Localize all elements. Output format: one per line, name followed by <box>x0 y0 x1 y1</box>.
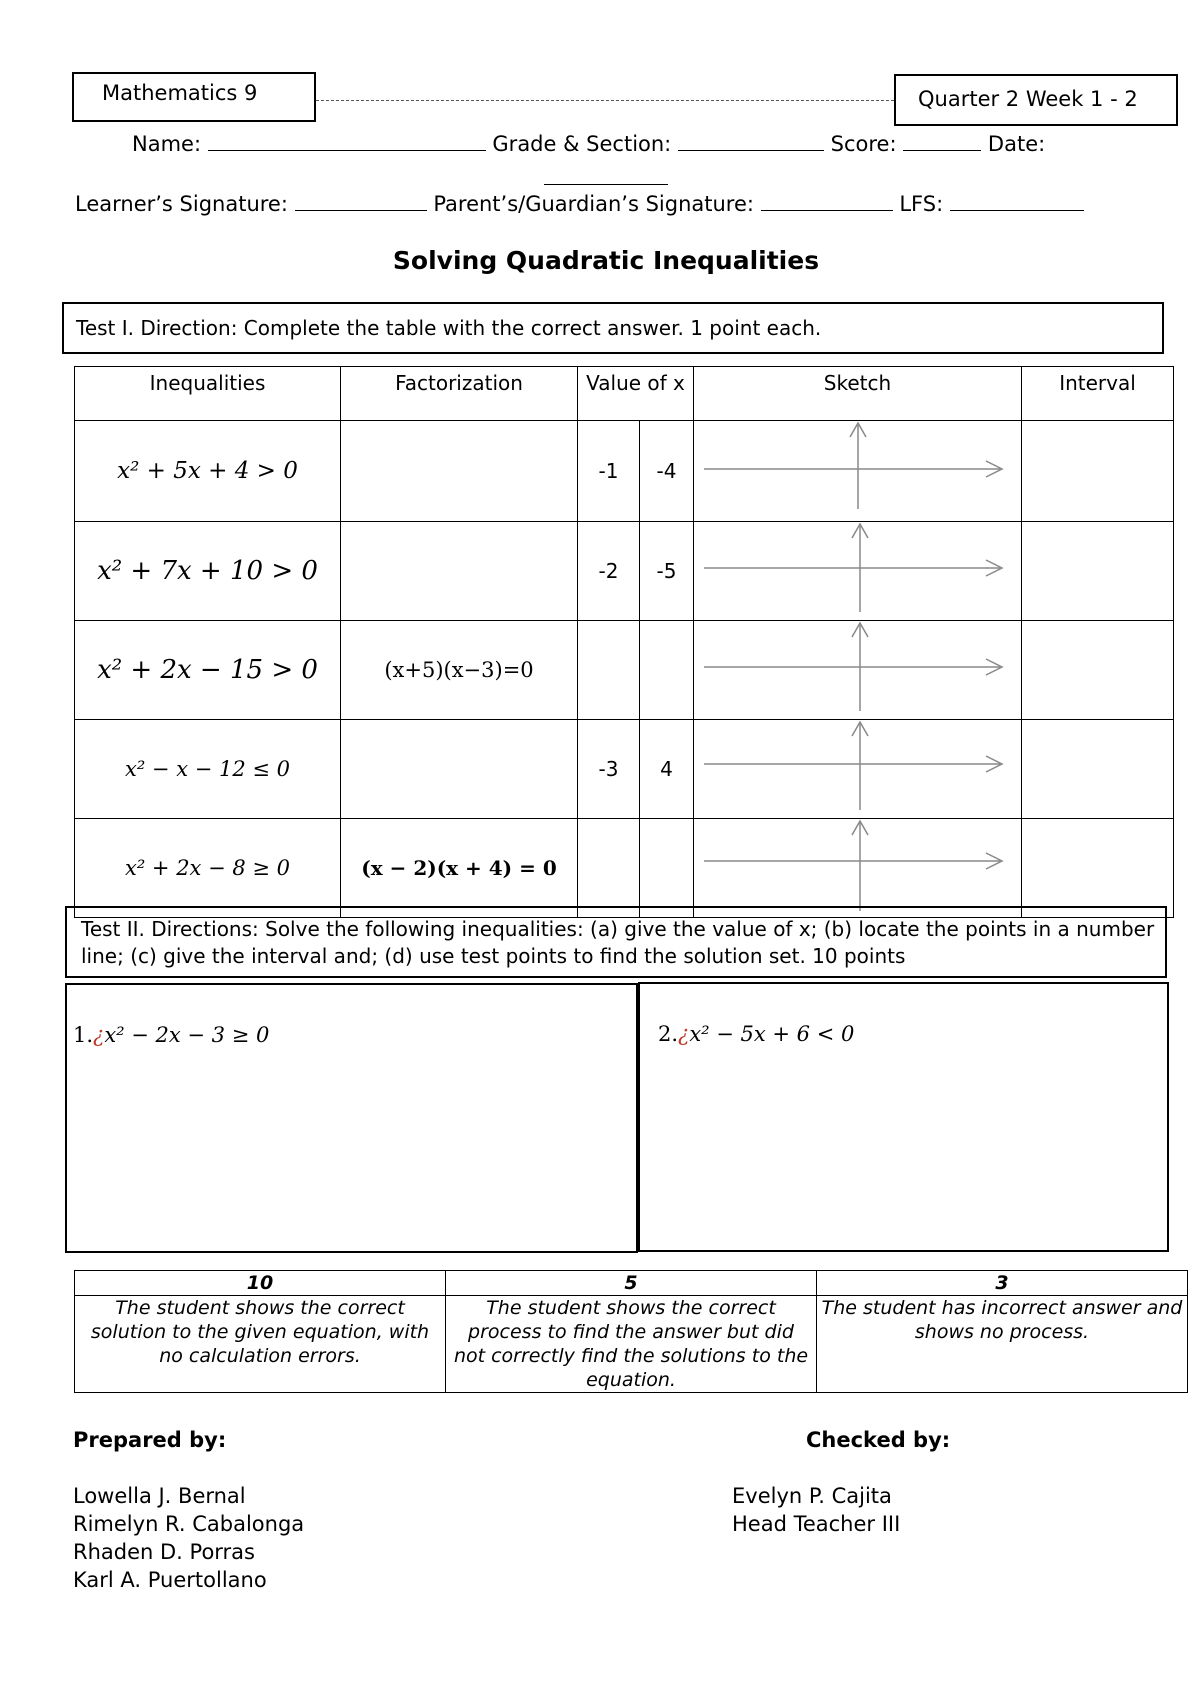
test1-direction: Test I. Direction: Complete the table with the correct answer. 1 point each. <box>76 316 822 340</box>
name-label: Name: <box>132 132 202 156</box>
factorization-cell[interactable] <box>341 522 578 621</box>
checked-name: Evelyn P. Cajita <box>732 1484 892 1508</box>
problem1 <box>67 985 636 1047</box>
header-value-of-x: Value of x <box>578 367 694 421</box>
lfs-field[interactable] <box>950 210 1084 211</box>
test2-direction: Test II. Directions: Solve the following inequalities: (a) give the value of x; (b) locate the points in a number line; (c) give the interval and; (d) use test points to find the solution set. 10 points <box>81 917 1155 968</box>
interval-cell[interactable] <box>1022 621 1174 720</box>
sketch-cell[interactable] <box>694 421 1022 522</box>
subject-label: Mathematics 9 <box>102 81 258 105</box>
rubric-header-3: 3 <box>817 1271 1188 1296</box>
factorization-cell[interactable] <box>341 720 578 819</box>
rubric-header-10: 10 <box>75 1271 446 1296</box>
problem1-number: 1. <box>73 1023 94 1047</box>
x1-cell: -2 <box>578 522 640 621</box>
sketch-cell[interactable] <box>694 819 1022 918</box>
name-field[interactable] <box>208 150 486 151</box>
table-row <box>75 522 1174 621</box>
x2-cell: 4 <box>640 720 694 819</box>
sketch-cell[interactable] <box>694 522 1022 621</box>
test1-table <box>74 366 1174 918</box>
parent-sig-field[interactable] <box>761 210 893 211</box>
interval-cell[interactable] <box>1022 421 1174 522</box>
x1-cell[interactable] <box>578 819 640 918</box>
inequality-cell: x² − x − 12 ≤ 0 <box>75 720 341 819</box>
rubric-desc-3: The student has incorrect answer and shows no process. <box>817 1296 1188 1393</box>
interval-cell[interactable] <box>1022 522 1174 621</box>
table-row <box>75 819 1174 918</box>
x2-cell[interactable] <box>640 819 694 918</box>
problem1-box[interactable] <box>65 983 638 1253</box>
rubric-table <box>74 1270 1188 1393</box>
inequality-cell: x² + 7x + 10 > 0 <box>75 522 341 621</box>
header-factorization: Factorization <box>341 367 578 421</box>
sketch-cell[interactable] <box>694 720 1022 819</box>
grade-field[interactable] <box>678 150 824 151</box>
x2-cell: -4 <box>640 421 694 522</box>
info-line-1 <box>132 132 1045 156</box>
subject-box <box>72 72 316 122</box>
x1-cell: -3 <box>578 720 640 819</box>
date-field[interactable] <box>544 184 668 185</box>
quarter-label: Quarter 2 Week 1 - 2 <box>918 87 1138 111</box>
parent-sig-label: Parent’s/Guardian’s Signature: <box>433 192 754 216</box>
learner-sig-field[interactable] <box>295 210 427 211</box>
prepared-name: Rimelyn R. Cabalonga <box>73 1512 305 1536</box>
score-field[interactable] <box>903 150 981 151</box>
table-row <box>75 421 1174 522</box>
prepared-name: Lowella J. Bernal <box>73 1484 246 1508</box>
interval-cell[interactable] <box>1022 819 1174 918</box>
factorization-cell[interactable]: (x+5)(x−3)=0 <box>341 621 578 720</box>
problem2-number: 2. <box>658 1022 679 1046</box>
factorization-cell[interactable]: (x − 2)(x + 4) = 0 <box>341 819 578 918</box>
prepared-name: Karl A. Puertollano <box>73 1568 267 1592</box>
header-inequalities: Inequalities <box>75 367 341 421</box>
number-line-sketch <box>694 621 1021 715</box>
checked-title: Head Teacher III <box>732 1512 901 1536</box>
checked-by-block <box>732 1482 900 1538</box>
rubric-header-5: 5 <box>446 1271 817 1296</box>
x1-cell: -1 <box>578 421 640 522</box>
rubric-desc-5: The student shows the correct process to find the answer but did not correctly find the solutions to the equation. <box>446 1296 817 1393</box>
header-sketch: Sketch <box>694 367 1022 421</box>
problem1-mark: ¿ <box>93 1023 105 1047</box>
page-title: Solving Quadratic Inequalities <box>392 246 820 275</box>
number-line-sketch <box>694 720 1021 814</box>
grade-label: Grade & Section: <box>492 132 672 156</box>
test1-direction-box <box>62 302 1164 354</box>
x2-cell: -5 <box>640 522 694 621</box>
prepared-names <box>73 1482 304 1594</box>
problem2-text: x² − 5x + 6 < 0 <box>689 1022 855 1046</box>
inequality-cell: x² + 5x + 4 > 0 <box>75 421 341 522</box>
info-line-2 <box>75 192 1084 216</box>
problem2 <box>640 984 1167 1046</box>
learner-sig-label: Learner’s Signature: <box>75 192 288 216</box>
quarter-box <box>894 74 1178 126</box>
table-row <box>75 720 1174 819</box>
checked-label: Checked by: <box>806 1428 951 1452</box>
number-line-sketch <box>694 819 1021 913</box>
rubric-desc-10: The student shows the correct solution to the given equation, with no calculation errors. <box>75 1296 446 1393</box>
problem2-box[interactable] <box>638 982 1169 1252</box>
table-row <box>75 621 1174 720</box>
test2-direction-box <box>65 906 1167 978</box>
prepared-label: Prepared by: <box>73 1428 227 1452</box>
factorization-cell[interactable] <box>341 421 578 522</box>
interval-cell[interactable] <box>1022 720 1174 819</box>
inequality-cell: x² + 2x − 8 ≥ 0 <box>75 819 341 918</box>
inequality-cell: x² + 2x − 15 > 0 <box>75 621 341 720</box>
date-label: Date: <box>987 132 1046 156</box>
x2-cell[interactable] <box>640 621 694 720</box>
problem1-text: x² − 2x − 3 ≥ 0 <box>104 1023 270 1047</box>
prepared-name: Rhaden D. Porras <box>73 1540 255 1564</box>
x1-cell[interactable] <box>578 621 640 720</box>
header-divider <box>316 100 894 101</box>
lfs-label: LFS: <box>899 192 944 216</box>
problem2-mark: ¿ <box>678 1022 690 1046</box>
header-interval: Interval <box>1022 367 1174 421</box>
score-label: Score: <box>830 132 897 156</box>
number-line-sketch <box>694 522 1021 616</box>
number-line-sketch <box>694 421 1021 517</box>
sketch-cell[interactable] <box>694 621 1022 720</box>
